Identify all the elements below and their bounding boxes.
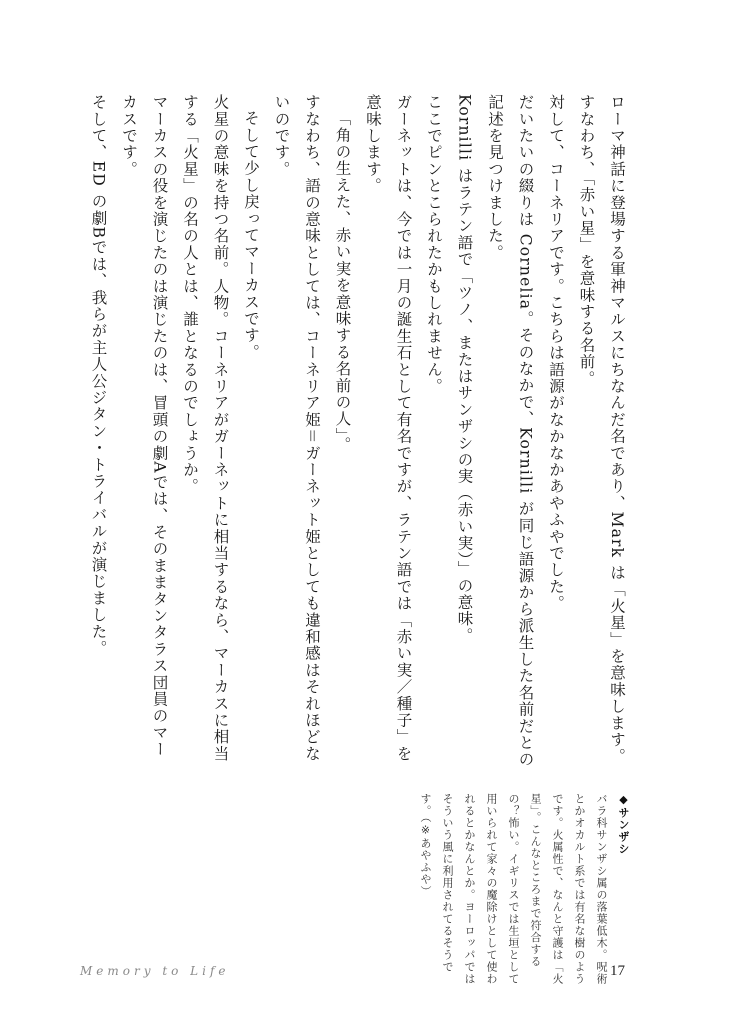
side-note-title: ◆サンザシ [617, 793, 630, 855]
paragraph: そして、ED の劇Bでは、我らが主人公ジタン・トライバルが演じました。 [89, 94, 108, 657]
paragraph: ガーネットは、今では一月の誕生石として有名ですが、ラテン語では「赤い実／種子」を意味します。 [364, 94, 413, 762]
paragraph: 対して、コーネリアです。こちらは語源がなかなかあやふやでした。 [547, 94, 565, 612]
paragraph: Kornilli はラテン語で「ツノ、またはサンザシの実（赤い実）」の意味。 [455, 94, 474, 644]
paragraph: そして少し戻ってマーカスです。 [242, 109, 260, 360]
paragraph: 火星の意味を持つ名前。人物。コーネリアがガーネットに相当するなら、マーカスに相当する「火星」の名の人とは、誰となるのでしょうか。 [181, 94, 230, 762]
book-title-footer: Memory to Life [80, 964, 230, 978]
paragraph: すなわち、語の意味としては、コーネリア姫＝ガーネット姫としても違和感はそれほどないのです。 [272, 94, 321, 762]
page-number: 17 [610, 963, 625, 979]
paragraph: ここでピンとこられたかもしれません。 [425, 94, 443, 395]
side-note [254, 793, 634, 988]
side-note-body: バラ科サンザシ属の落葉低木。呪術とかオカルト系では有名な樹のようです。火属性で、なんと守護は「火星」。こんなところまで符合するの？怖い。イギリスでは生垣として用いられて家々の魔除けとして使われるとかなんとか。ヨーロッパではそういう風に利用されてるそうです。（※あやふや） [419, 793, 608, 985]
paragraph: 「角の生えた、赤い実を意味する名前の人」。 [333, 109, 352, 453]
main-body-text [89, 94, 632, 774]
paragraph: ローマ神話に登場する軍神マルスにちなんだ名であり、Mark は「火星」を意味します。 [608, 94, 626, 765]
paragraph: マーカスの役を演じたのは演じたのは、冒頭の劇Aでは、そのままタンタラス団員のマーカスです。 [120, 94, 169, 758]
paragraph: だいたいの綴りは Cornelia。そのなかで、Kornilli が同じ語源から派生した名前だとの記述を見つけました。 [486, 94, 535, 768]
paragraph: すなわち、「赤い星」を意味する名前。 [577, 94, 596, 387]
